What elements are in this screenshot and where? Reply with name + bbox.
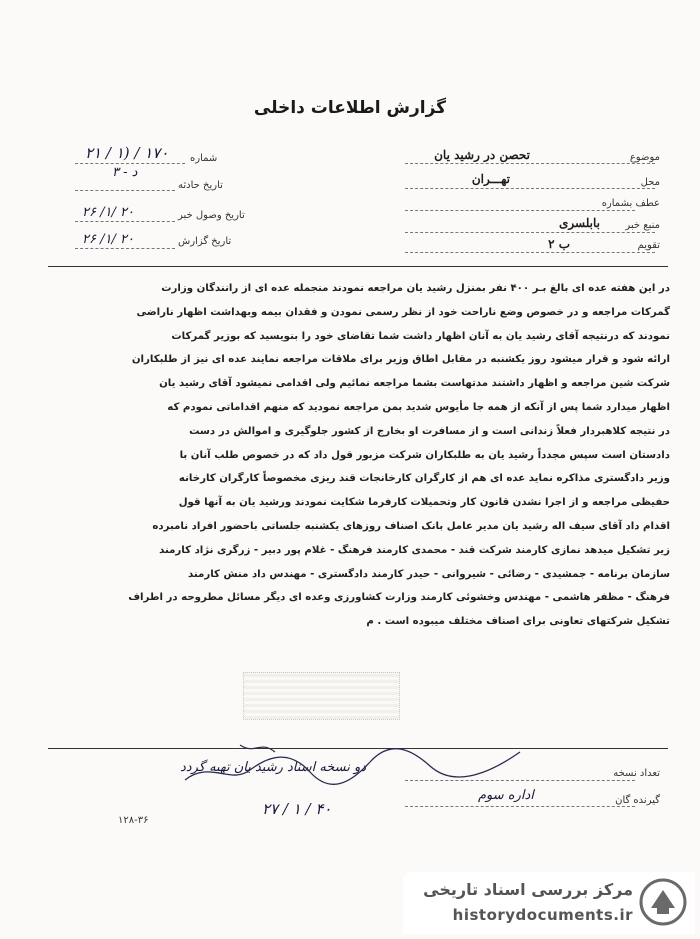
place-line bbox=[405, 188, 655, 189]
number-label: شماره bbox=[190, 153, 218, 164]
subject-label: موضوع bbox=[629, 152, 660, 163]
receipt-date-line bbox=[75, 221, 175, 222]
report-date-line bbox=[75, 248, 175, 249]
body-line: وزیر دادگستری مذاکره نماید عده ای هم از کارگران کارخانجات قند ریزی مخصوصاً کارگران کارخانه bbox=[178, 473, 670, 485]
report-body bbox=[50, 277, 670, 634]
body-line: نمودند که درنتیجه آقای رشید یان به آنان اظهار داشت شما تقاضای خود را بنویسید که بوزیر گمرکات bbox=[171, 330, 670, 342]
event-date-line bbox=[75, 190, 175, 191]
recipients-label: گیرنده گان bbox=[615, 795, 660, 806]
body-line: اقدام داد آقای سیف اله رشید یان مدیر عامل بانک اصناف روزهای یکشنبه جلساتی باحضور افراد نامبرده bbox=[152, 520, 670, 532]
report-date-label: تاریخ گزارش bbox=[178, 236, 232, 247]
body-line: دادستان است سپس مجدداً رشید یان به طلبکاران شرکت مزبور قول داد که در خصوص طلب آنان با bbox=[179, 449, 670, 461]
body-line: گمرکات مراجعه و در خصوص وضع ناراحت خود از نظر رسمی نمودن و فقدان بیمه وبهداشت اظهار ناراضی bbox=[136, 306, 670, 318]
archive-seal-icon bbox=[639, 878, 687, 926]
body-line: سازمان برنامه - جمشیدی - رضائی - شیروانی - حیدر کارمند دادگستری - مهندس داد منش کارمند bbox=[188, 568, 670, 580]
source-line bbox=[405, 232, 655, 233]
faded-stamp bbox=[243, 672, 400, 720]
body-line: ارائه شود و قرار میشود روز یکشنبه در مقابل اطاق وزیر برای ملاقات مراجعه نمایند عده ای نیز از طلبکاران bbox=[131, 354, 670, 366]
recipients-line bbox=[405, 806, 635, 807]
follow-label: عطف بشماره bbox=[601, 198, 660, 209]
recipients-value: اداره سوم bbox=[478, 788, 534, 803]
eval-label: تقویم bbox=[637, 240, 660, 251]
archive-watermark bbox=[403, 872, 695, 934]
number-line bbox=[75, 163, 185, 164]
place-value: تهـــران bbox=[471, 172, 510, 186]
source-value: بابلسری bbox=[558, 216, 600, 230]
copies-label: تعداد نسخه bbox=[613, 768, 660, 779]
report-date-value: ۲۶ /۱/ ۲۰ bbox=[82, 232, 134, 247]
body-line: حفیظی مراجعه و از اجرا نشدن قانون کار وتحمیلات کارفرما شکایت نمودند ورشید یان به آنها قول bbox=[178, 497, 670, 509]
watermark-org-name: مرکز بررسی اسناد تاریخی bbox=[423, 880, 633, 899]
receipt-date-value: ۲۶ /۱/ ۲۰ bbox=[82, 205, 134, 220]
signature-scribble bbox=[180, 740, 530, 800]
body-line: فرهنگ - مظفر هاشمی - مهندس وخشوئی کارمند وزارت کشاورزی وعده ای دیگر مسائل مطروحه در اطراف bbox=[128, 592, 670, 604]
source-label: منبع خبر bbox=[625, 220, 660, 231]
eval-line bbox=[405, 252, 655, 253]
form-number: ۱۲۸-۳۶ bbox=[118, 815, 149, 826]
body-line: تشکیل شرکتهای تعاونی برای اصناف مختلف میبوده است . م bbox=[366, 616, 670, 628]
number-value: ۲۱ / ۱) / ۱۷۰ bbox=[85, 144, 169, 162]
handwritten-note: دو نسخه اسناد رشید یان تهیه گردد bbox=[180, 760, 367, 775]
follow-line bbox=[405, 210, 635, 211]
receipt-date-label: تاریخ وصول خبر bbox=[178, 210, 245, 221]
event-date-label: تاریخ حادثه bbox=[178, 180, 223, 191]
subject-value: تحصن در رشید یان bbox=[434, 148, 530, 162]
body-line: اظهار میدارد شما پس از آنکه از همه جا مأیوس شدید بمن مراجعه نمودید که منهم اقداماتی نمودم که bbox=[167, 401, 670, 413]
number-sub: د - ۳ bbox=[112, 165, 138, 180]
body-line: شرکت شین مراجعه و اظهار داشتند مدتهاست بشما مراجعه نمائیم ولی اقدامی نمیشود آقای رشید یان bbox=[159, 378, 670, 390]
subject-line bbox=[405, 163, 655, 164]
body-line: زیر تشکیل میدهد نمازی کارمند شرکت قند - محمدی کارمند فرهنگ - غلام پور دبیر - زرگری نژاد کارمند bbox=[159, 544, 670, 556]
place-label: محل bbox=[640, 177, 660, 188]
header-divider bbox=[48, 266, 668, 267]
handwritten-date: ۲۷ / ۱ / ۴۰ bbox=[262, 800, 332, 818]
body-line: در نتیجه کلاهبردار فعلاً زندانی است و از مسافرت او بخارج از کشور جلوگیری و اموالش در دست bbox=[189, 425, 670, 437]
report-title: گزارش اطلاعات داخلی bbox=[253, 98, 447, 118]
watermark-site: historydocuments.ir bbox=[452, 906, 633, 924]
eval-value: ب ۲ bbox=[548, 237, 570, 251]
body-line: در این هفته عده ای بالغ بـر ۴۰۰ نفر بمنزل رشید یان مراجعه نمودند منجمله عده ای از رانندگان وزارت bbox=[161, 283, 670, 294]
